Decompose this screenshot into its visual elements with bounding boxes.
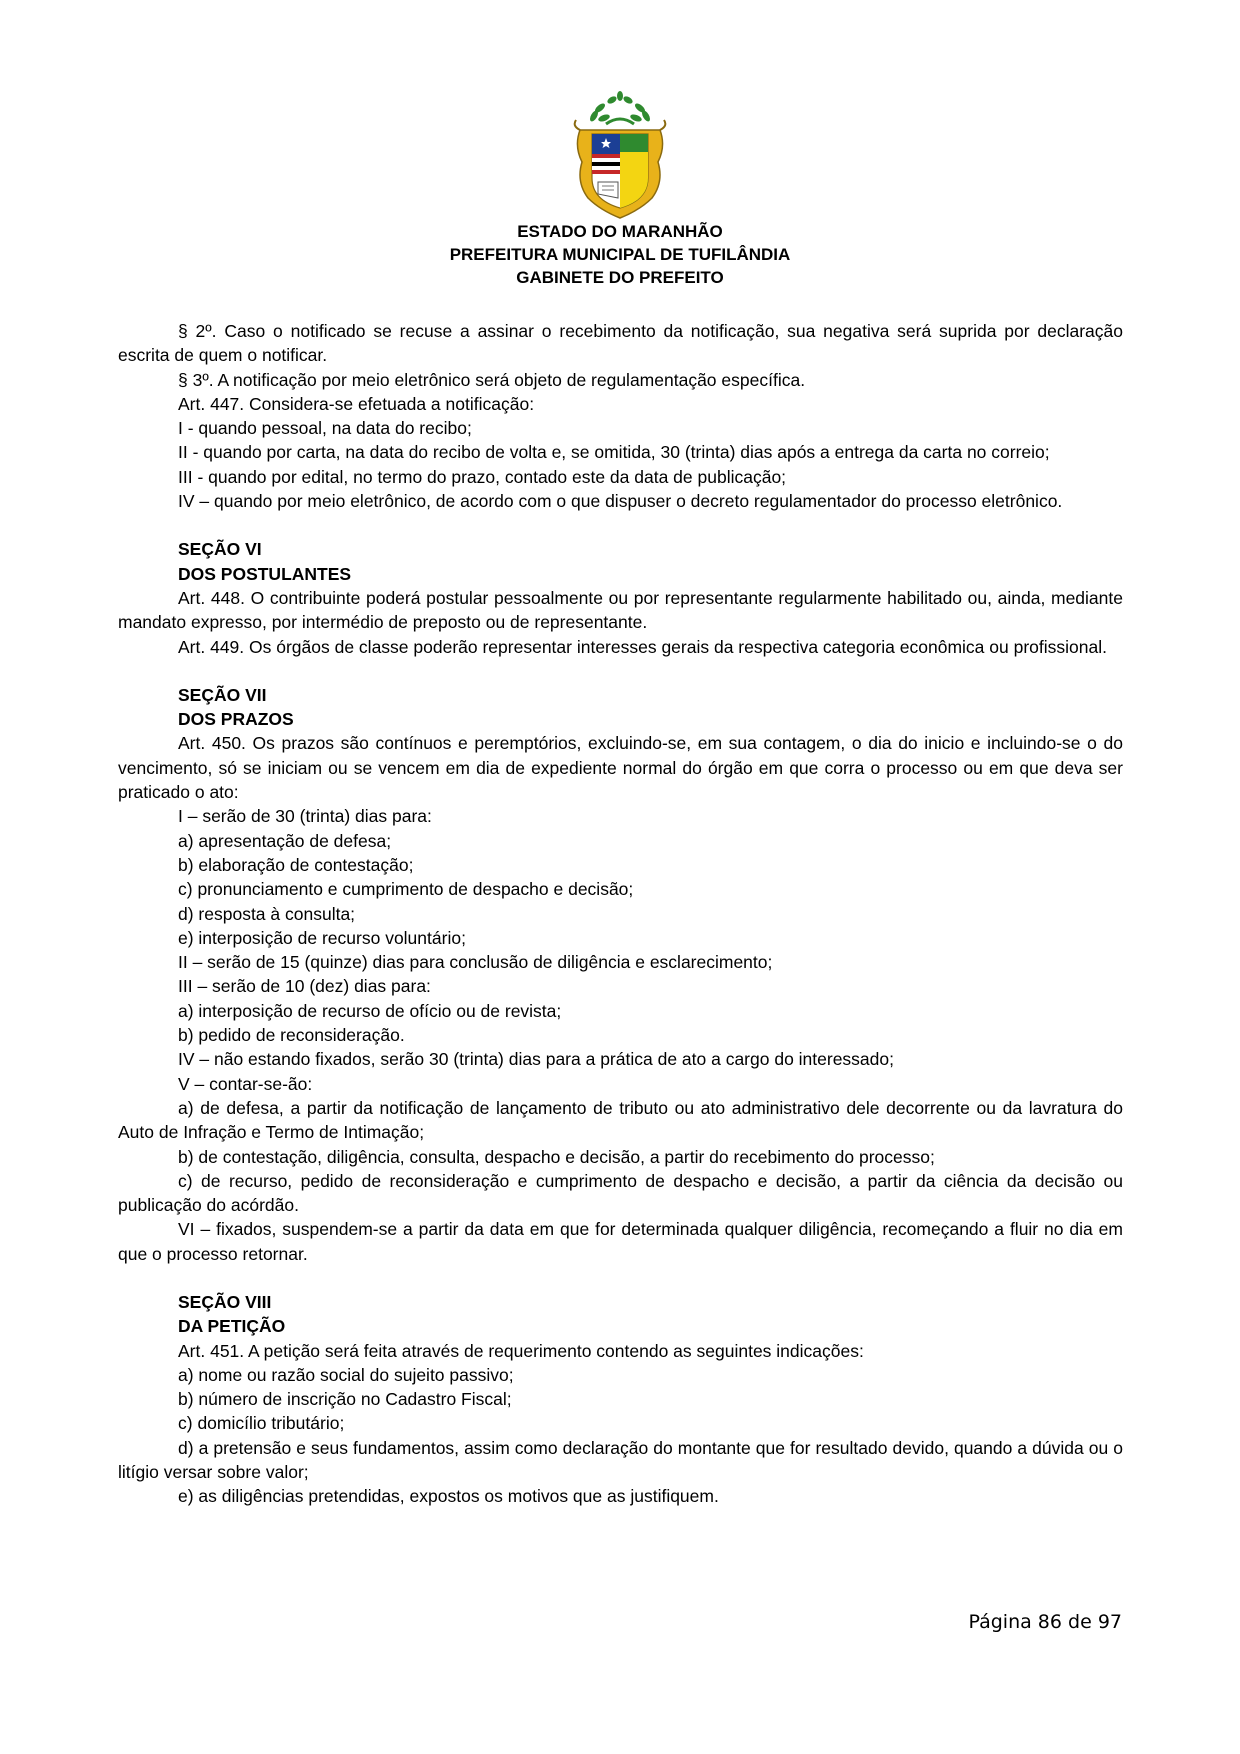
paragraph: c) domicílio tributário; <box>178 1413 345 1434</box>
municipal-coat-of-arms-icon <box>570 86 670 226</box>
paragraph: c) pronunciamento e cumprimento de despacho e decisão; <box>178 879 634 900</box>
document-header <box>0 220 1240 289</box>
paragraph: IV – não estando fixados, serão 30 (trinta) dias para a prática de ato a cargo do interessado; <box>178 1049 894 1070</box>
paragraph: § 2º. Caso o notificado se recuse a assinar o recebimento da notificação, sua negativa será suprida por declaração escrita de quem o notificar. <box>118 321 1123 366</box>
section-subtitle: DOS PRAZOS <box>178 709 294 730</box>
section-title: SEÇÃO VII <box>178 684 267 705</box>
section-title: SEÇÃO VI <box>178 539 262 560</box>
paragraph: Art. 451. A petição será feita através de requerimento contendo as seguintes indicações: <box>178 1340 864 1361</box>
document-body <box>118 319 1123 1509</box>
header-prefecture: PREFEITURA MUNICIPAL DE TUFILÂNDIA <box>449 245 791 264</box>
paragraph: b) elaboração de contestação; <box>178 854 414 875</box>
section-title: SEÇÃO VIII <box>178 1291 272 1312</box>
paragraph: I – serão de 30 (trinta) dias para: <box>178 806 432 827</box>
paragraph: b) número de inscrição no Cadastro Fiscal; <box>178 1389 512 1410</box>
paragraph: Art. 447. Considera-se efetuada a notificação: <box>178 393 535 414</box>
header-office: GABINETE DO PREFEITO <box>516 268 724 287</box>
paragraph: c) de recurso, pedido de reconsideração e cumprimento de despacho e decisão, a partir da ciência da decisão ou publicação do acórdão. <box>118 1170 1123 1216</box>
paragraph: e) interposição de recurso voluntário; <box>178 927 466 948</box>
paragraph: V – contar-se-ão: <box>178 1073 313 1094</box>
paragraph: d) a pretensão e seus fundamentos, assim como declaração do montante que for resultado devido, quando a dúvida ou o litígio versar sobre valor; <box>118 1437 1123 1483</box>
section-subtitle: DA PETIÇÃO <box>178 1316 286 1337</box>
paragraph: II – serão de 15 (quinze) dias para conclusão de diligência e esclarecimento; <box>178 952 773 973</box>
paragraph: a) interposição de recurso de ofício ou de revista; <box>178 1000 562 1021</box>
paragraph: a) de defesa, a partir da notificação de lançamento de tributo ou ato administrativo dele decorrente ou da lavratura do Auto de Infração e Termo de Intimação; <box>118 1097 1123 1143</box>
paragraph: Art. 448. O contribuinte poderá postular pessoalmente ou por representante regularmente habilitado ou, ainda, mediante mandato expresso, por intermédio de preposto ou de representante. <box>118 587 1123 633</box>
paragraph: III – serão de 10 (dez) dias para: <box>178 976 431 997</box>
page-number: Página 86 de 97 <box>968 1611 1122 1633</box>
paragraph: § 3º. A notificação por meio eletrônico será objeto de regulamentação específica. <box>178 369 806 390</box>
paragraph: a) apresentação de defesa; <box>178 830 392 851</box>
paragraph: I - quando pessoal, na data do recibo; <box>178 418 472 439</box>
paragraph: b) de contestação, diligência, consulta, despacho e decisão, a partir do recebimento do processo; <box>178 1146 935 1167</box>
paragraph: III - quando por edital, no termo do prazo, contado este da data de publicação; <box>178 466 787 487</box>
paragraph: II - quando por carta, na data do recibo de volta e, se omitida, 30 (trinta) dias após a entrega da carta no correio; <box>178 442 1050 463</box>
paragraph: d) resposta à consulta; <box>178 903 356 924</box>
header-state: ESTADO DO MARANHÃO <box>517 222 723 241</box>
section-subtitle: DOS POSTULANTES <box>178 563 352 584</box>
paragraph: e) as diligências pretendidas, expostos os motivos que as justifiquem. <box>178 1486 719 1507</box>
paragraph: IV – quando por meio eletrônico, de acordo com o que dispuser o decreto regulamentador do processo eletrônico. <box>178 491 1063 512</box>
paragraph: b) pedido de reconsideração. <box>178 1025 405 1046</box>
paragraph: a) nome ou razão social do sujeito passivo; <box>178 1364 514 1385</box>
paragraph: VI – fixados, suspendem-se a partir da data em que for determinada qualquer diligência, recomeçando a fluir no dia em que o processo retornar. <box>118 1219 1123 1264</box>
paragraph: Art. 450. Os prazos são contínuos e peremptórios, excluindo-se, em sua contagem, o dia do inicio e incluindo-se o do vencimento, só se iniciam ou se vencem em dia de expediente normal do órgão em que corra o processo ou em que deva ser praticado o ato: <box>118 733 1123 803</box>
paragraph: Art. 449. Os órgãos de classe poderão representar interesses gerais da respectiva categoria econômica ou profissional. <box>178 636 1107 657</box>
